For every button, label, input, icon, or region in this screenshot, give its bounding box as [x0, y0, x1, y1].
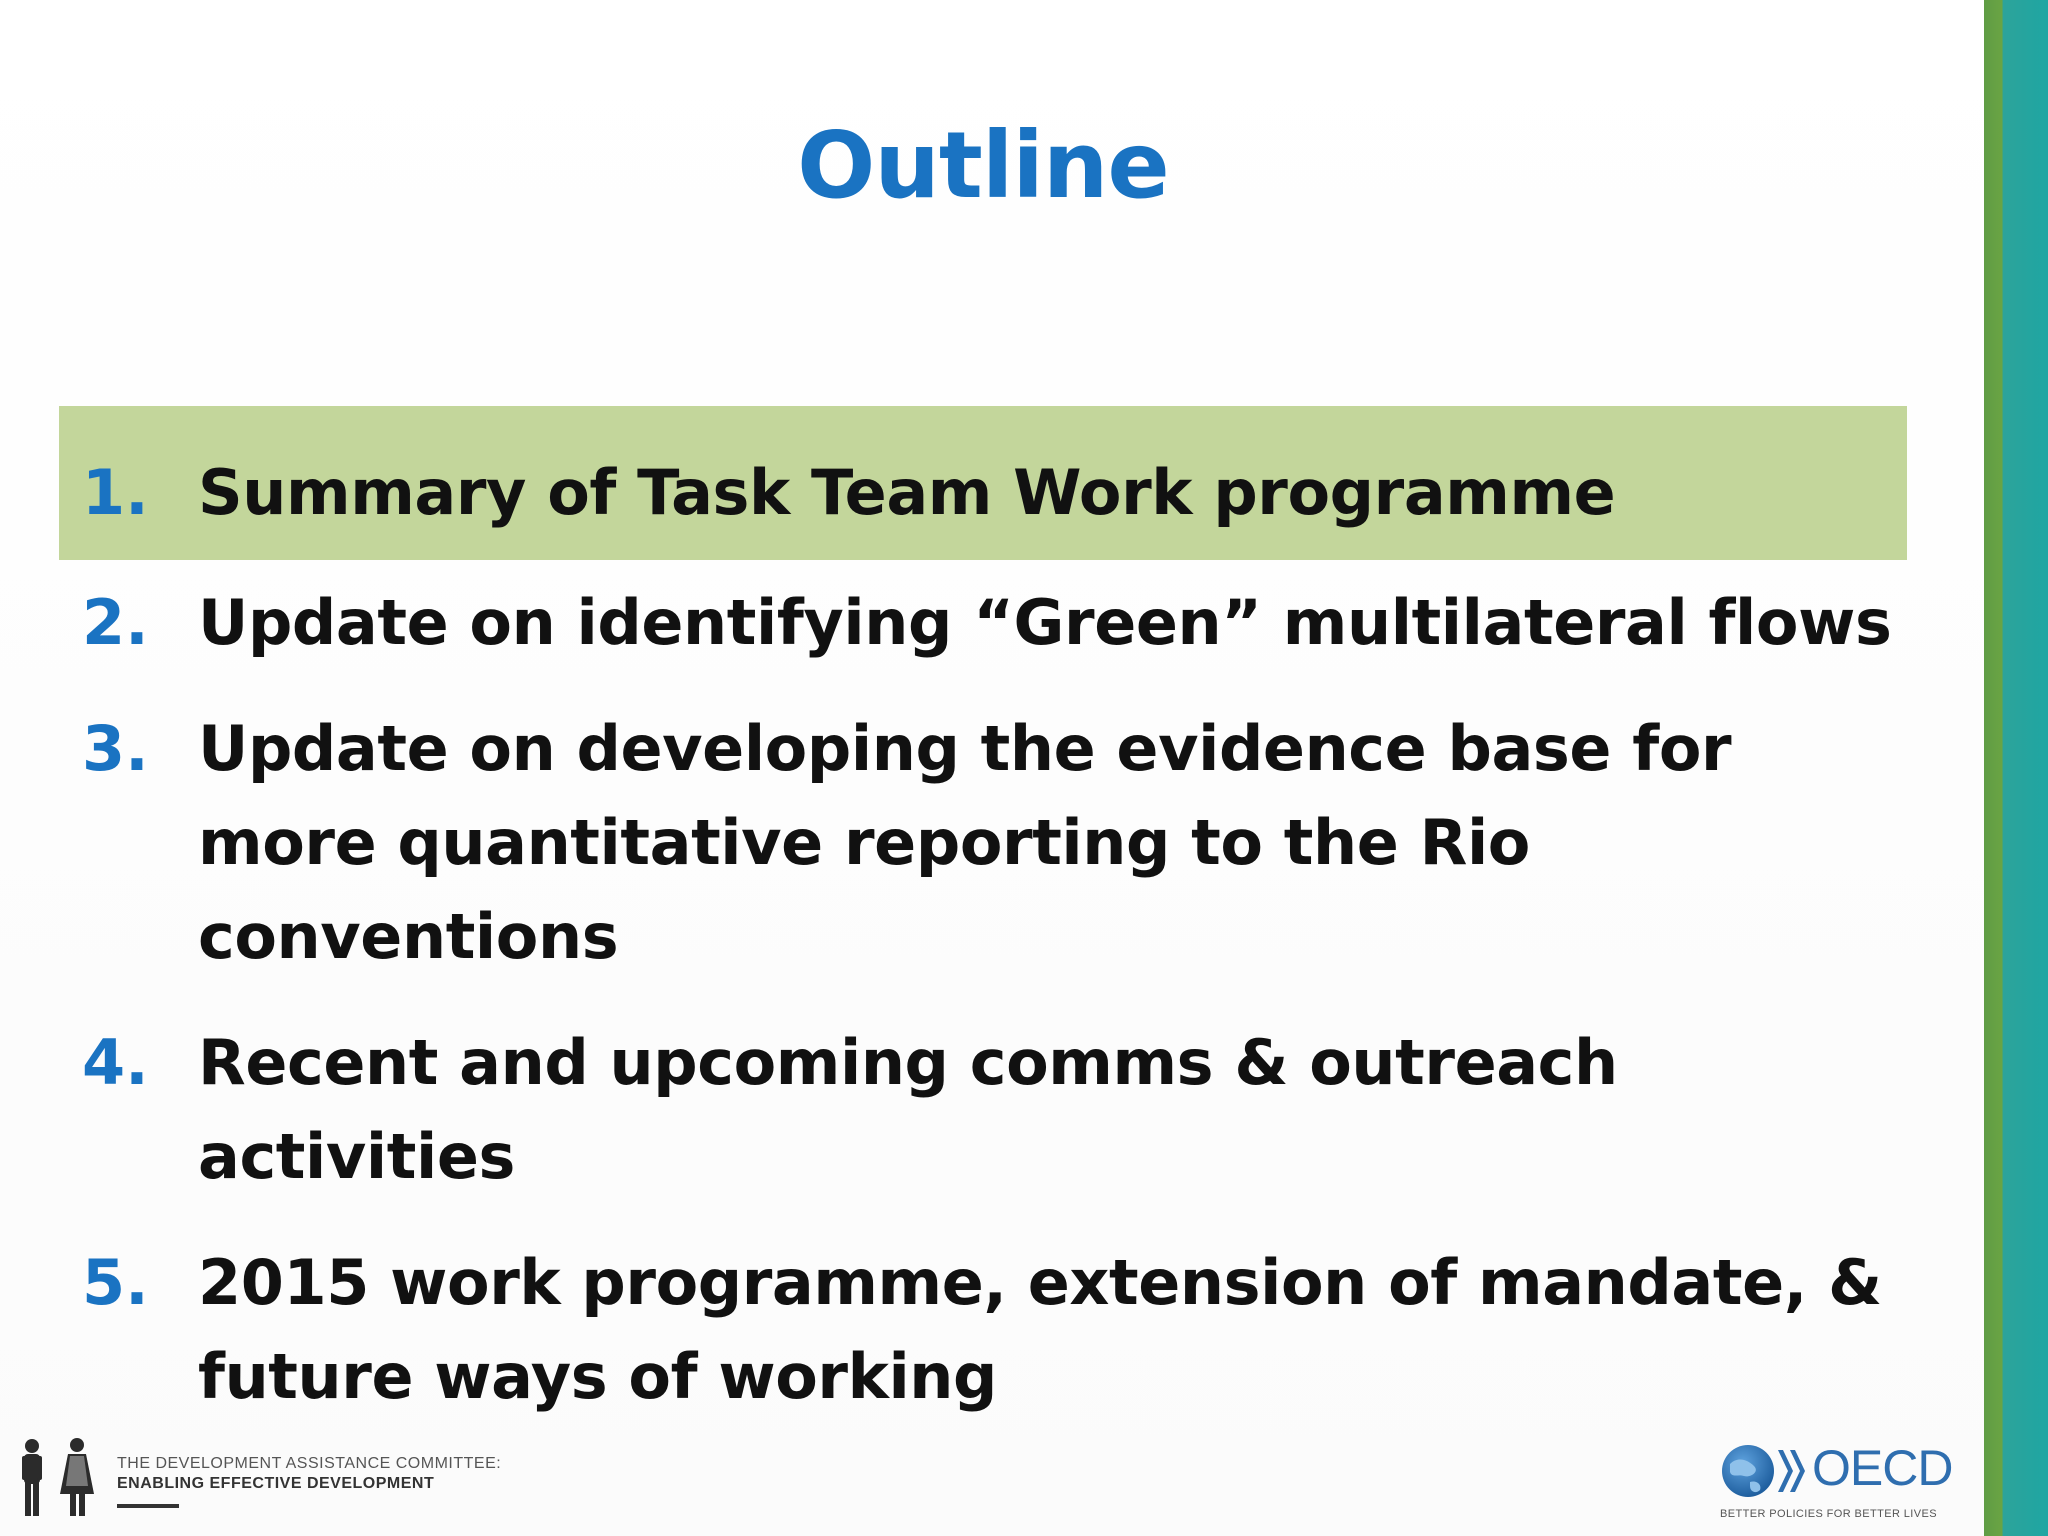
slide-side-bar — [1984, 0, 2048, 1536]
outline-item-1 — [82, 446, 1902, 540]
outline-item-4 — [82, 1016, 1902, 1204]
outline-item-3 — [82, 702, 1902, 984]
footer-line-1: THE DEVELOPMENT ASSISTANCE COMMITTEE: — [117, 1455, 502, 1472]
item-number: 4. — [82, 1026, 149, 1099]
oecd-logo — [1720, 1438, 1958, 1520]
item-number: 1. — [82, 456, 149, 529]
outline-item-5 — [82, 1236, 1902, 1424]
dac-footer — [14, 1436, 501, 1518]
footer-underline — [117, 1504, 179, 1508]
oecd-globe-icon — [1720, 1442, 1812, 1500]
outline-list — [82, 446, 1902, 1456]
item-text: Summary of Task Team Work programme — [198, 456, 1616, 529]
oecd-tagline: BETTER POLICIES FOR BETTER LIVES — [1720, 1508, 1937, 1520]
people-figures-icon — [14, 1436, 99, 1518]
item-text: 2015 work programme, extension of mandate, & future ways of working — [198, 1246, 1882, 1413]
item-number: 3. — [82, 712, 149, 785]
item-text: Update on developing the evidence base for more quantitative reporting to the Rio conventions — [198, 712, 1732, 973]
item-text: Update on identifying “Green” multilateral flows — [198, 586, 1892, 659]
footer-line-2: ENABLING EFFECTIVE DEVELOPMENT — [117, 1475, 435, 1492]
item-number: 5. — [82, 1246, 149, 1319]
outline-item-2 — [82, 576, 1902, 670]
item-text: Recent and upcoming comms & outreach activities — [198, 1026, 1618, 1193]
oecd-name: OECD — [1812, 1440, 1953, 1496]
slide-title: Outline — [797, 112, 1169, 219]
item-number: 2. — [82, 586, 149, 659]
